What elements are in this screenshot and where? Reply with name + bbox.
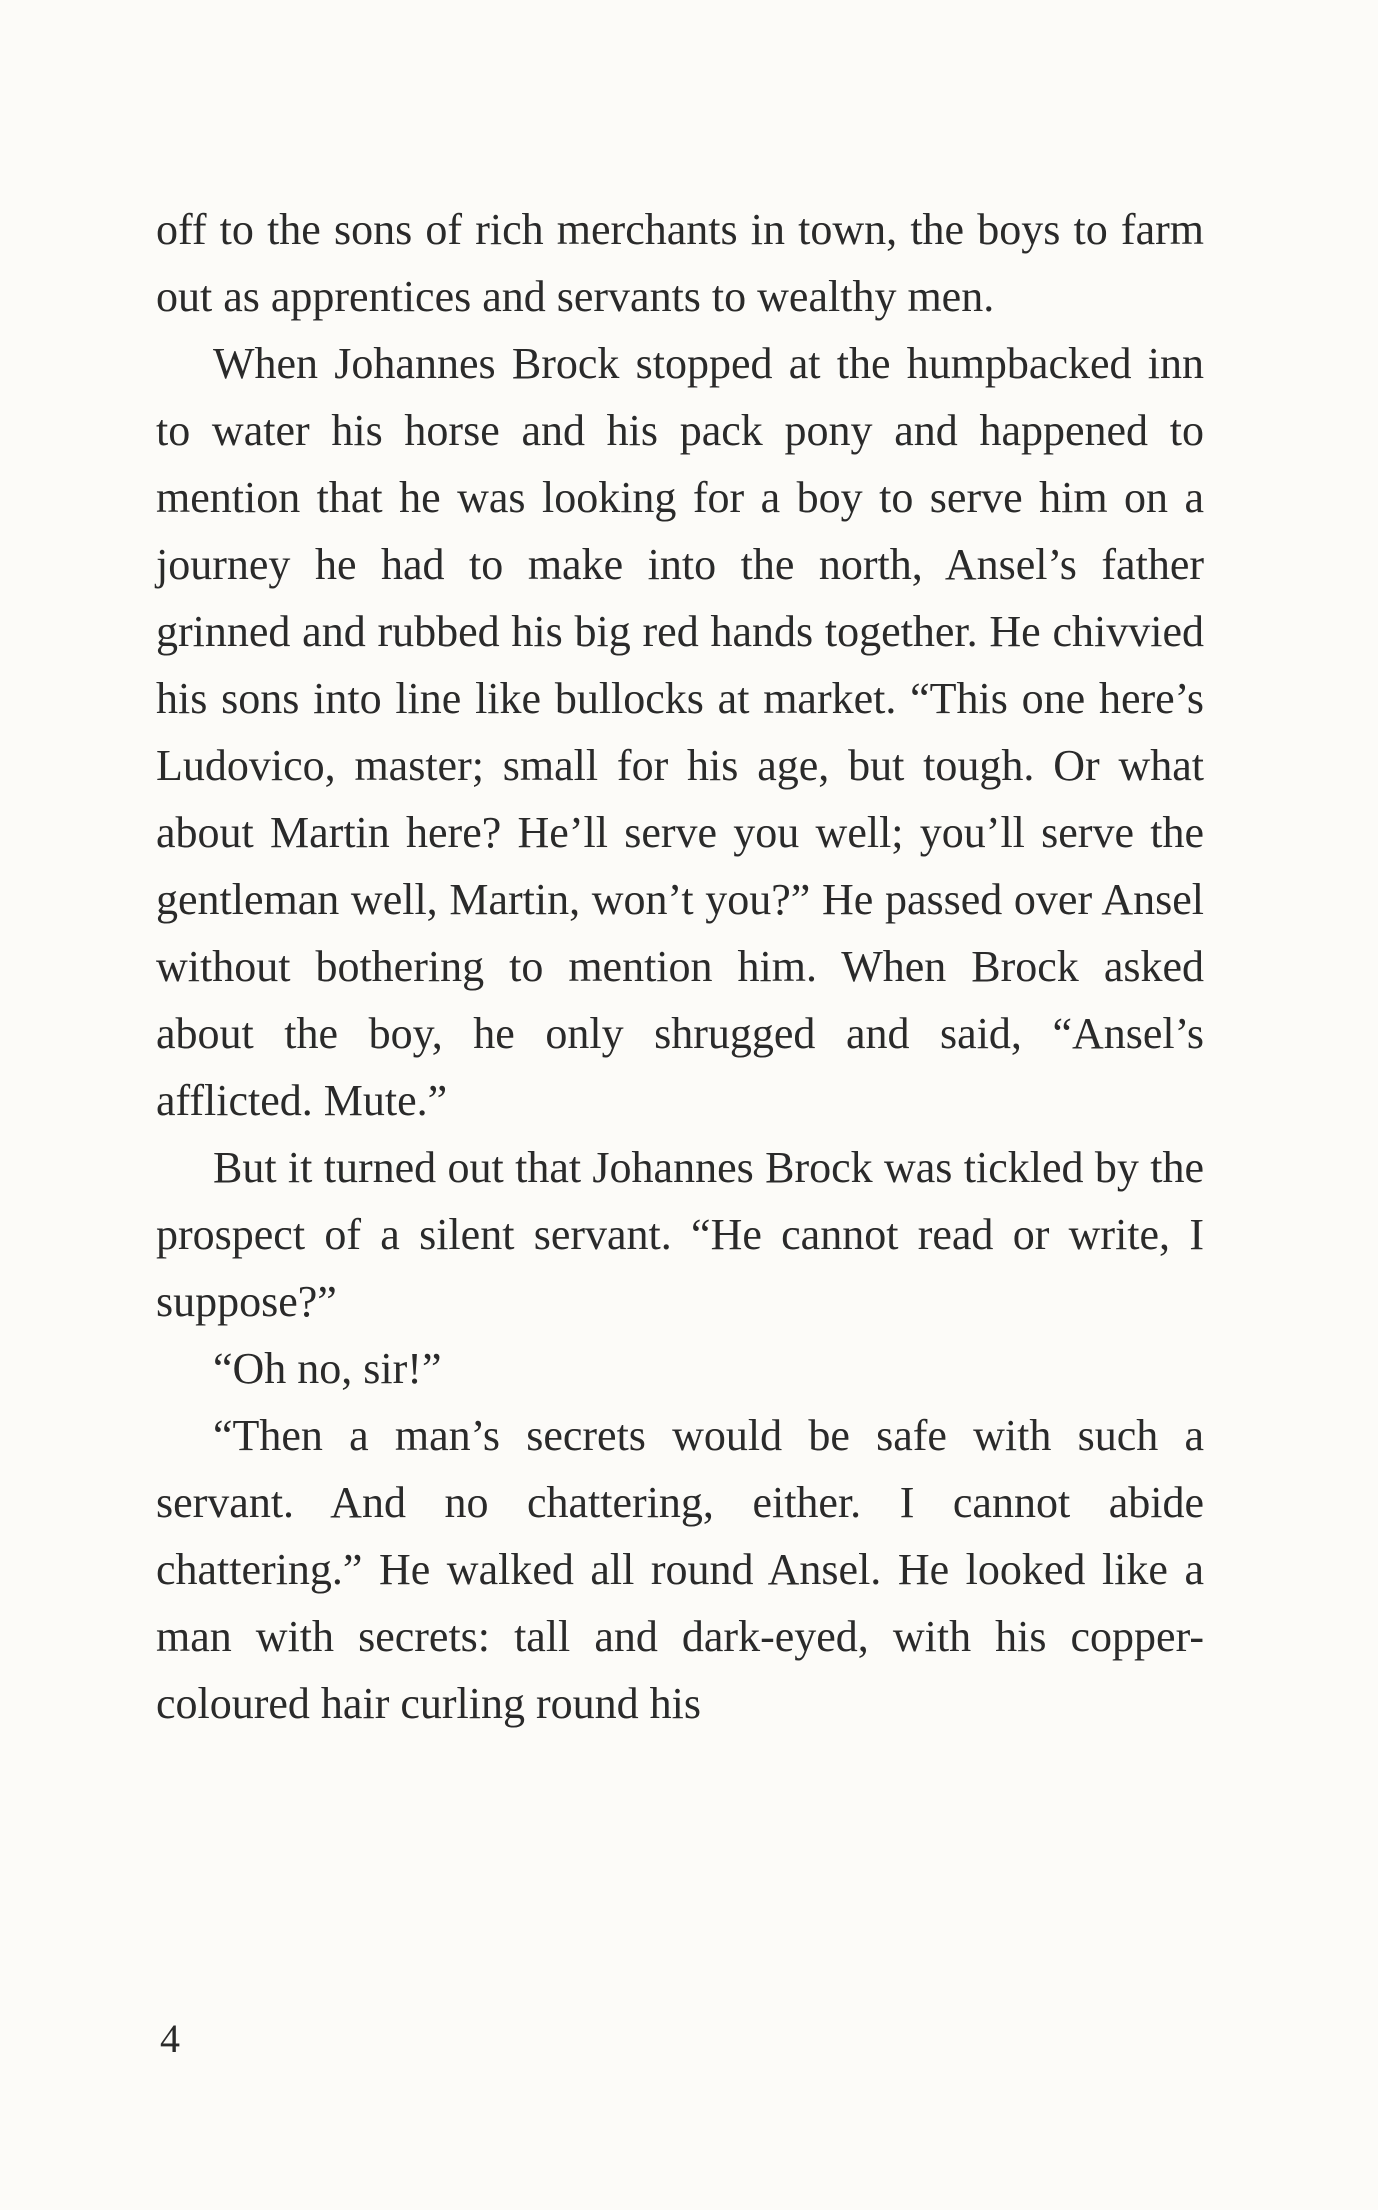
paragraph-3: But it turned out that Johannes Brock was tickled by the prospect of a silent servant. “He cannot read or write, I suppose?” bbox=[156, 1143, 1204, 1326]
paragraph-2: When Johannes Brock stopped at the humpbacked inn to water his horse and his pack pony and happened to mention that he was looking for a boy to serve him on a journey he had to make into the north, Ansel’s father grinned and rubbed his big red hands together. He chivvied his sons into line like bullocks at market. “This one here’s Ludovico, master; small for his age, but tough. Or what about Martin here? He’ll serve you well; you’ll serve the gentleman well, Martin, won’t you?” He passed over Ansel without bothering to mention him. When Brock asked about the boy, he only shrugged and said, “Ansel’s afflicted. Mute.” bbox=[156, 339, 1204, 1125]
paragraph-1: off to the sons of rich merchants in town, the boys to farm out as apprentices and servants to wealthy men. bbox=[156, 205, 1204, 321]
paragraph-5: “Then a man’s secrets would be safe with such a servant. And no chattering, either. I cannot abide chattering.” He walked all round Ansel. He looked like a man with secrets: tall and dark-eyed, with his copper-coloured hair curling round his bbox=[156, 1411, 1204, 1728]
page-number: 4 bbox=[160, 2016, 180, 2061]
body-text bbox=[156, 196, 1204, 1737]
paragraph-4: “Oh no, sir!” bbox=[213, 1344, 442, 1393]
